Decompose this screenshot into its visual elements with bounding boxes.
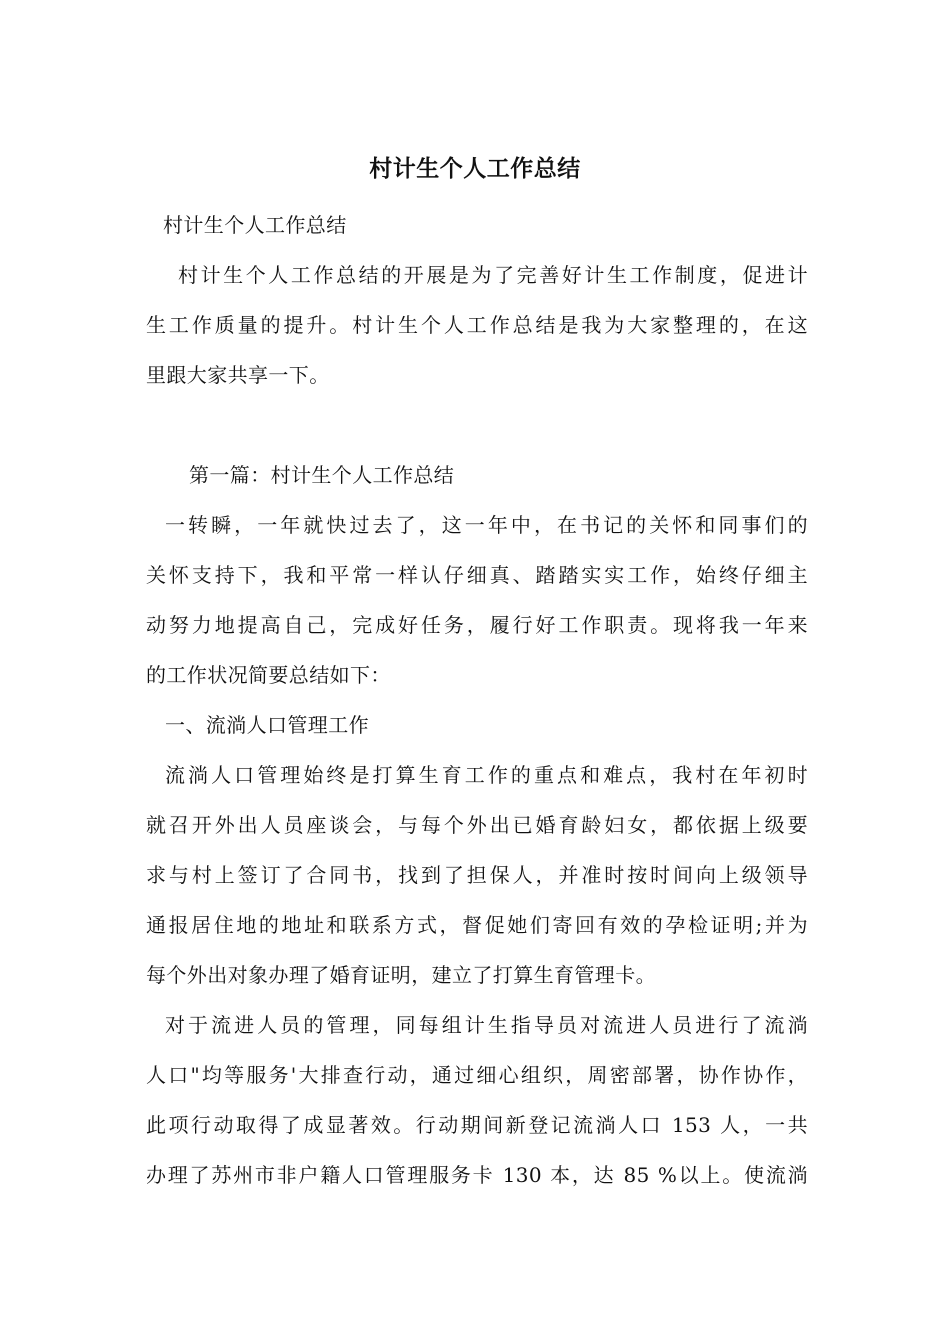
para2-line-5: 每个外出对象办理了婚育证明，建立了打算生育管理卡。: [146, 963, 656, 987]
section-heading: 第一篇：村计生个人工作总结: [189, 463, 455, 487]
para1-line-1: 一转瞬，一年就快过去了，这一年中，在书记的关怀和同事们的: [165, 513, 808, 537]
para2-line-4: 通报居住地的地址和联系方式，督促她们寄回有效的孕检证明;并为: [146, 913, 808, 937]
para2-line-3: 求与村上签订了合同书，找到了担保人，并准时按时间向上级领导: [146, 863, 808, 887]
para3-line-4: 办理了苏州市非户籍人口管理服务卡 130 本，达 85 %以上。使流淌: [146, 1163, 808, 1187]
para2-line-1: 流淌人口管理始终是打算生育工作的重点和难点，我村在年初时: [165, 763, 808, 787]
para1-line-4: 的工作状况简要总结如下：: [146, 663, 391, 687]
subtitle-line: 村计生个人工作总结: [163, 213, 347, 237]
para3-line-2: 人口"均等服务'大排查行动，通过细心组织，周密部署，协作协作，: [146, 1063, 808, 1087]
para1-line-3: 动努力地提高自己，完成好任务，履行好工作职责。现将我一年来: [146, 613, 808, 637]
para1-line-2: 关怀支持下，我和平常一样认仔细真、踏踏实实工作，始终仔细主: [146, 563, 808, 587]
document-title: 村计生个人工作总结: [369, 155, 581, 182]
intro-line-3: 里跟大家共享一下。: [146, 363, 330, 387]
para3-line-1: 对于流进人员的管理，同每组计生指导员对流进人员进行了流淌: [165, 1013, 808, 1037]
para2-line-2: 就召开外出人员座谈会，与每个外出已婚育龄妇女，都依据上级要: [146, 813, 808, 837]
para3-line-3: 此项行动取得了成显著效。行动期间新登记流淌人口 153 人，一共: [146, 1113, 808, 1137]
subsection-heading: 一、流淌人口管理工作: [165, 713, 369, 737]
intro-line-2: 生工作质量的提升。村计生个人工作总结是我为大家整理的，在这: [146, 313, 808, 337]
intro-line-1: 村计生个人工作总结的开展是为了完善好计生工作制度，促进计: [178, 263, 808, 287]
